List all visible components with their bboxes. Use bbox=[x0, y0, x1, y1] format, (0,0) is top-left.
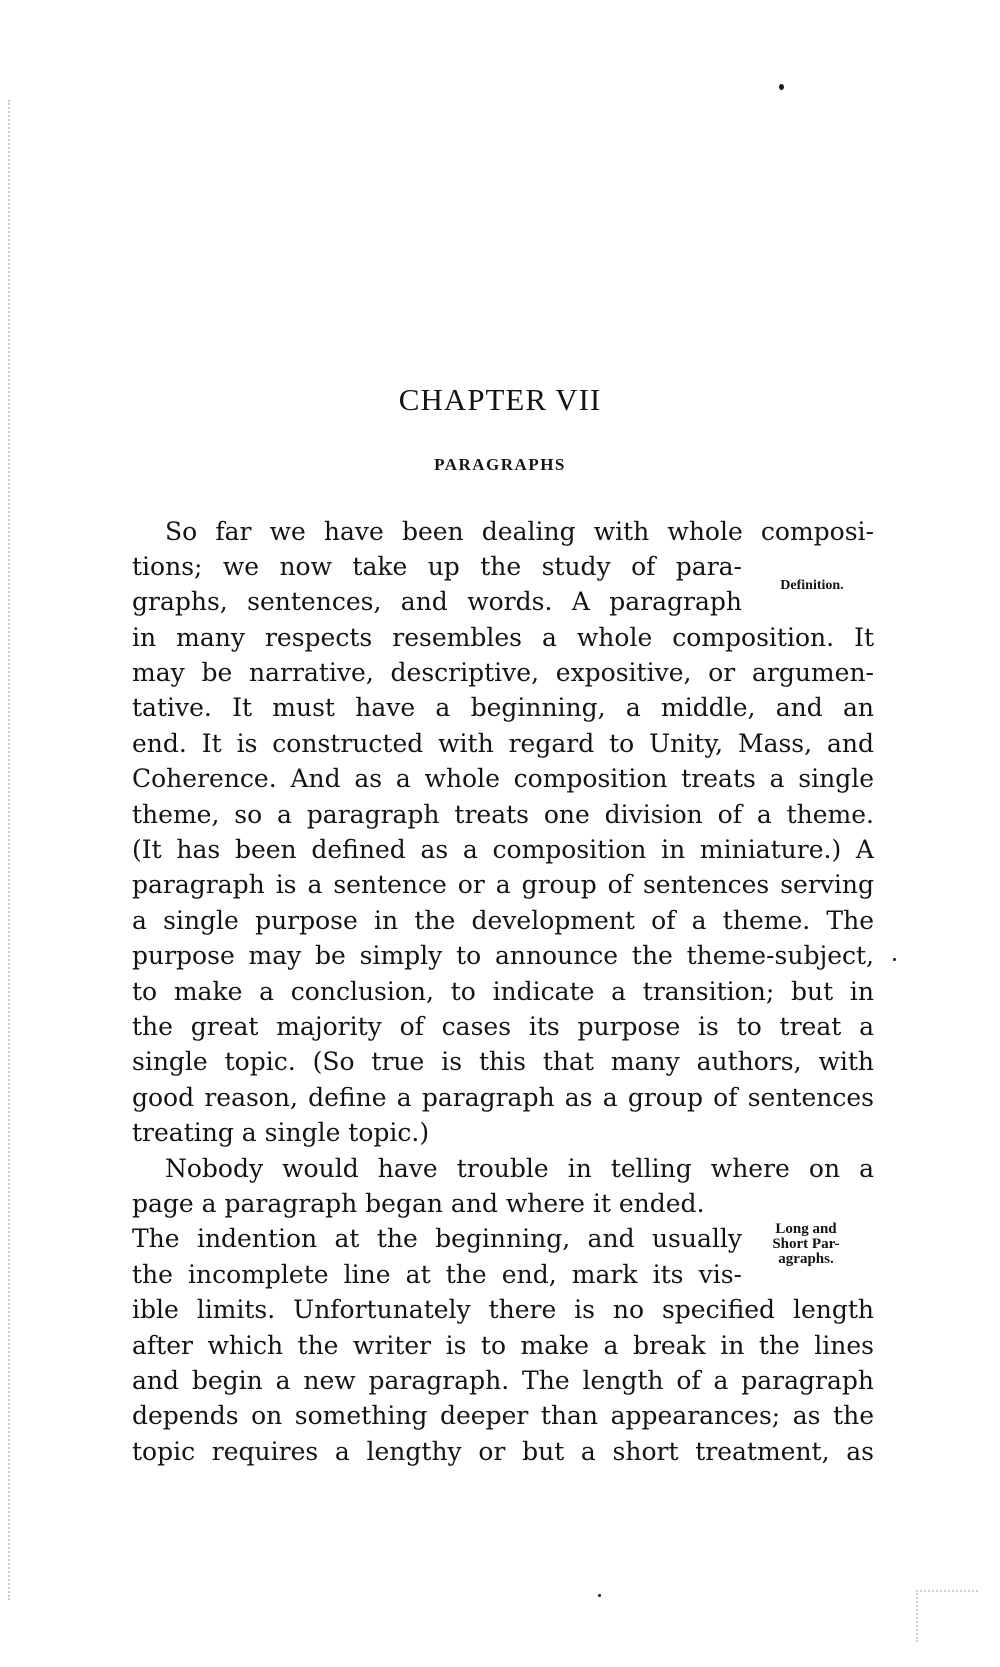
body-line: The indention at the beginning, and usually bbox=[132, 1224, 742, 1253]
body-line: a single purpose in the development of a theme. The bbox=[132, 906, 874, 935]
body-line: page a paragraph began and where it ended. bbox=[132, 1189, 705, 1218]
marginal-note-definition bbox=[752, 578, 872, 593]
body-line: (It has been defined as a composition in miniature.) A bbox=[132, 835, 874, 864]
body-line: tative. It must have a beginning, a middle, and an bbox=[132, 693, 874, 722]
body-line: after which the writer is to make a break in the lines bbox=[132, 1331, 874, 1360]
body-line: may be narrative, descriptive, expositive, or argumen- bbox=[132, 658, 874, 687]
body-line: topic requires a lengthy or but a short treatment, as bbox=[132, 1437, 874, 1466]
body-line: good reason, define a paragraph as a group of sentences bbox=[132, 1083, 874, 1112]
chapter-subtitle: PARAGRAPHS bbox=[434, 455, 566, 474]
body-line: in many respects resembles a whole composition. It bbox=[132, 623, 874, 652]
marginal-note-line: Long and bbox=[775, 1221, 837, 1237]
marginal-note-line: agraphs. bbox=[778, 1251, 834, 1267]
marginal-note-line: Short Par- bbox=[772, 1236, 840, 1252]
body-line: So far we have been dealing with whole composi- bbox=[165, 517, 874, 546]
body-line: end. It is constructed with regard to Unity, Mass, and bbox=[132, 729, 874, 758]
body-line: paragraph is a sentence or a group of sentences serving bbox=[132, 870, 874, 899]
body-line: to make a conclusion, to indicate a transition; but in bbox=[132, 977, 874, 1006]
ink-speck bbox=[779, 84, 784, 90]
body-line: the incomplete line at the end, mark its vis- bbox=[132, 1260, 742, 1289]
body-line: depends on something deeper than appearances; as the bbox=[132, 1401, 874, 1430]
body-line: purpose may be simply to announce the theme-subject, bbox=[132, 941, 874, 970]
ink-speck bbox=[893, 958, 896, 961]
body-line: Coherence. And as a whole composition treats a single bbox=[132, 764, 874, 793]
body-line: theme, so a paragraph treats one division of a theme. bbox=[132, 800, 874, 829]
body-line: treating a single topic.) bbox=[132, 1118, 430, 1147]
bottom-right-scan-noise bbox=[916, 1590, 978, 1642]
marginal-note-long-short bbox=[756, 1222, 856, 1267]
body-line: graphs, sentences, and words. A paragraph bbox=[132, 587, 742, 616]
body-line: tions; we now take up the study of para- bbox=[132, 552, 742, 581]
left-edge-scan-noise bbox=[8, 100, 14, 1600]
ink-speck bbox=[598, 1594, 601, 1597]
body-line: the great majority of cases its purpose is to treat a bbox=[132, 1012, 874, 1041]
body-line: Nobody would have trouble in telling where on a bbox=[165, 1154, 874, 1183]
body-line: ible limits. Unfortunately there is no specified length bbox=[132, 1295, 874, 1324]
body-line: single topic. (So true is this that many authors, with bbox=[132, 1047, 874, 1076]
marginal-note-text: Definition. bbox=[780, 578, 844, 593]
chapter-title: CHAPTER VII bbox=[398, 382, 602, 417]
body-line: and begin a new paragraph. The length of a paragraph bbox=[132, 1366, 874, 1395]
